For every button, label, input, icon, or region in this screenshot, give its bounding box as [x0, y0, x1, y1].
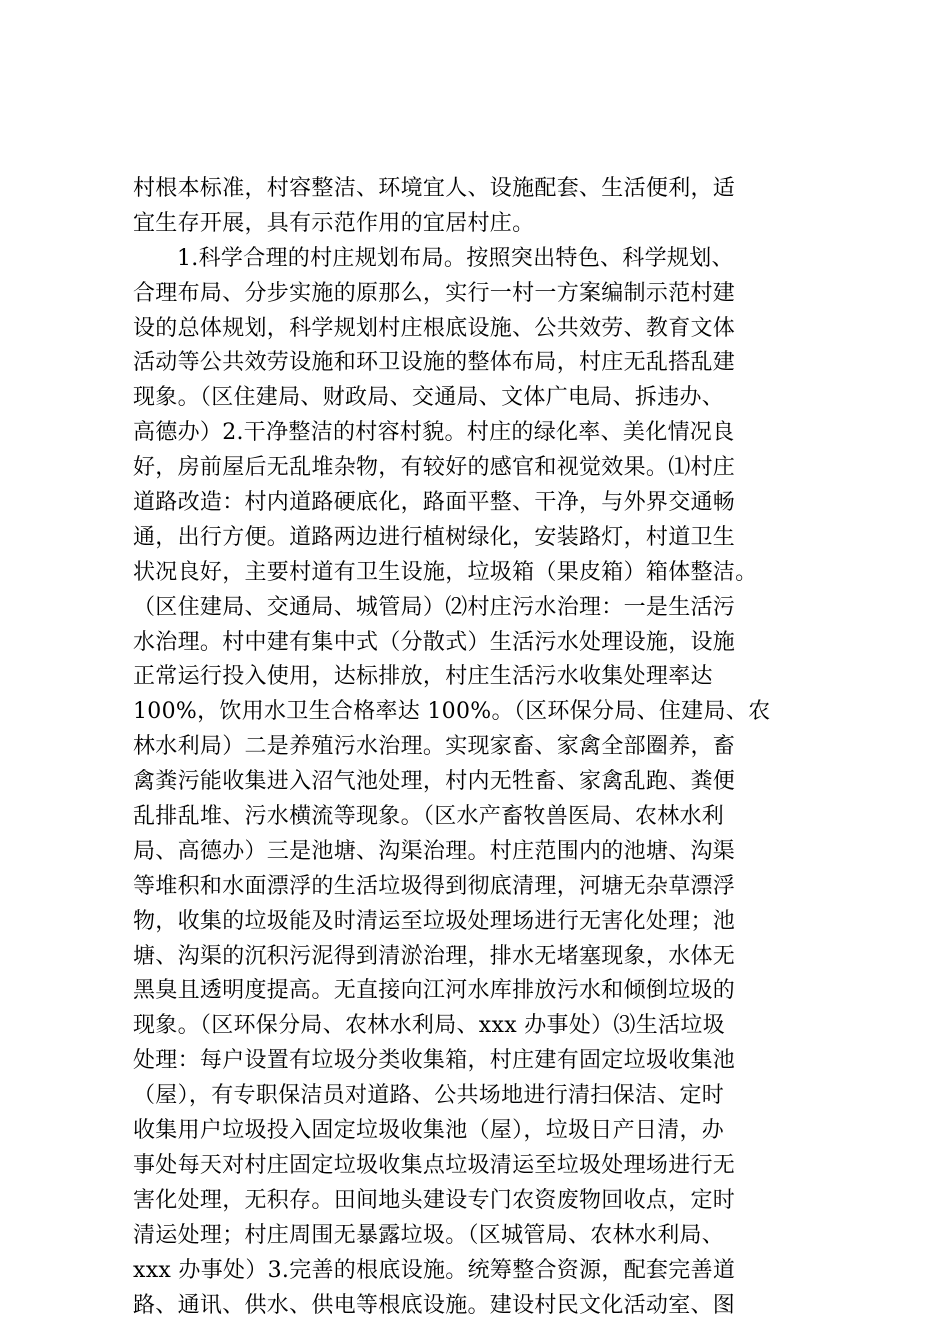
- text-line: 乱排乱堆、污水横流等现象。（区水产畜牧兽医局、农林水利: [133, 804, 725, 830]
- text-line: 状况良好，主要村道有卫生设施，垃圾箱（果皮箱）箱体整洁。: [133, 559, 758, 585]
- text-line: （屋），有专职保洁员对道路、公共场地进行清扫保洁、定时: [133, 1083, 725, 1109]
- text-line: 事处每天对村庄固定垃圾收集点垃圾清运至垃圾处理场进行无: [133, 1152, 736, 1178]
- document-body: [133, 172, 833, 1323]
- text-line: 等堆积和水面漂浮的生活垃圾得到彻底清理，河塘无杂草漂浮: [133, 873, 736, 899]
- text-line: 现象。（区环保分局、农林水利局、xxx 办事处）⑶生活垃圾: [133, 1013, 725, 1039]
- text-line: 害化处理，无积存。田间地头建设专门农资废物回收点，定时: [133, 1187, 736, 1213]
- text-line: 现象。（区住建局、财政局、交通局、文体广电局、拆违办、: [133, 385, 725, 411]
- text-line: 塘、沟渠的沉积污泥得到清淤治理，排水无堵塞现象，水体无: [133, 943, 736, 969]
- text-line: 正常运行投入使用，达标排放，村庄生活污水收集处理率达: [133, 664, 713, 690]
- text-line: 水治理。村中建有集中式（分散式）生活污水处理设施，设施: [133, 629, 736, 655]
- text-line: 宜生存开展，具有示范作用的宜居村庄。: [133, 210, 535, 236]
- text-line: 高德办）2.干净整洁的村容村貌。村庄的绿化率、美化情况良: [133, 420, 735, 446]
- text-line: 处理：每户设置有垃圾分类收集箱，村庄建有固定垃圾收集池: [133, 1048, 736, 1074]
- text-line: 林水利局）二是养殖污水治理。实现家畜、家禽全部圈养，畜: [133, 734, 736, 760]
- text-line: 局、高德办）三是池塘、沟渠治理。村庄范围内的池塘、沟渠: [133, 838, 736, 864]
- text-line: 黑臭且透明度提高。无直接向江河水库排放污水和倾倒垃圾的: [133, 978, 736, 1004]
- text-line: 村根本标准，村容整洁、环境宜人、设施配套、生活便利，适: [133, 176, 736, 201]
- text-line: 通，出行方便。道路两边进行植树绿化，安装路灯，村道卫生: [133, 524, 736, 550]
- text-line: 清运处理；村庄周围无暴露垃圾。（区城管局、农林水利局、: [133, 1222, 725, 1248]
- text-line: 活动等公共效劳设施和环卫设施的整体布局，村庄无乱搭乱建: [133, 350, 736, 376]
- text-line: 1.科学合理的村庄规划布局。按照突出特色、科学规划、: [177, 245, 734, 271]
- text-line: 道路改造：村内道路硬底化，路面平整、干净，与外界交通畅: [133, 490, 736, 516]
- text-line: 禽粪污能收集进入沼气池处理，村内无牲畜、家禽乱跑、粪便: [133, 769, 736, 795]
- text-line: 好，房前屋后无乱堆杂物，有较好的感官和视觉效果。⑴村庄: [133, 455, 736, 481]
- text-line: 合理布局、分步实施的原那么，实行一村一方案编制示范村建: [133, 280, 736, 306]
- text-line: 设的总体规划，科学规划村庄根底设施、公共效劳、教育文体: [133, 315, 736, 341]
- text-line: （区住建局、交通局、城管局）⑵村庄污水治理：一是生活污: [133, 594, 736, 620]
- text-line: 收集用户垃圾投入固定垃圾收集池（屋），垃圾日产日清，办: [133, 1118, 725, 1144]
- text-line: 物，收集的垃圾能及时清运至垃圾处理场进行无害化处理；池: [133, 908, 736, 934]
- text-line: 路、通讯、供水、供电等根底设施。建设村民文化活动室、图: [133, 1292, 736, 1318]
- text-line: xxx 办事处）3.完善的根底设施。统筹整合资源，配套完善道: [133, 1257, 736, 1283]
- text-line: 100%，饮用水卫生合格率达 100%。（区环保分局、住建局、农: [133, 699, 771, 725]
